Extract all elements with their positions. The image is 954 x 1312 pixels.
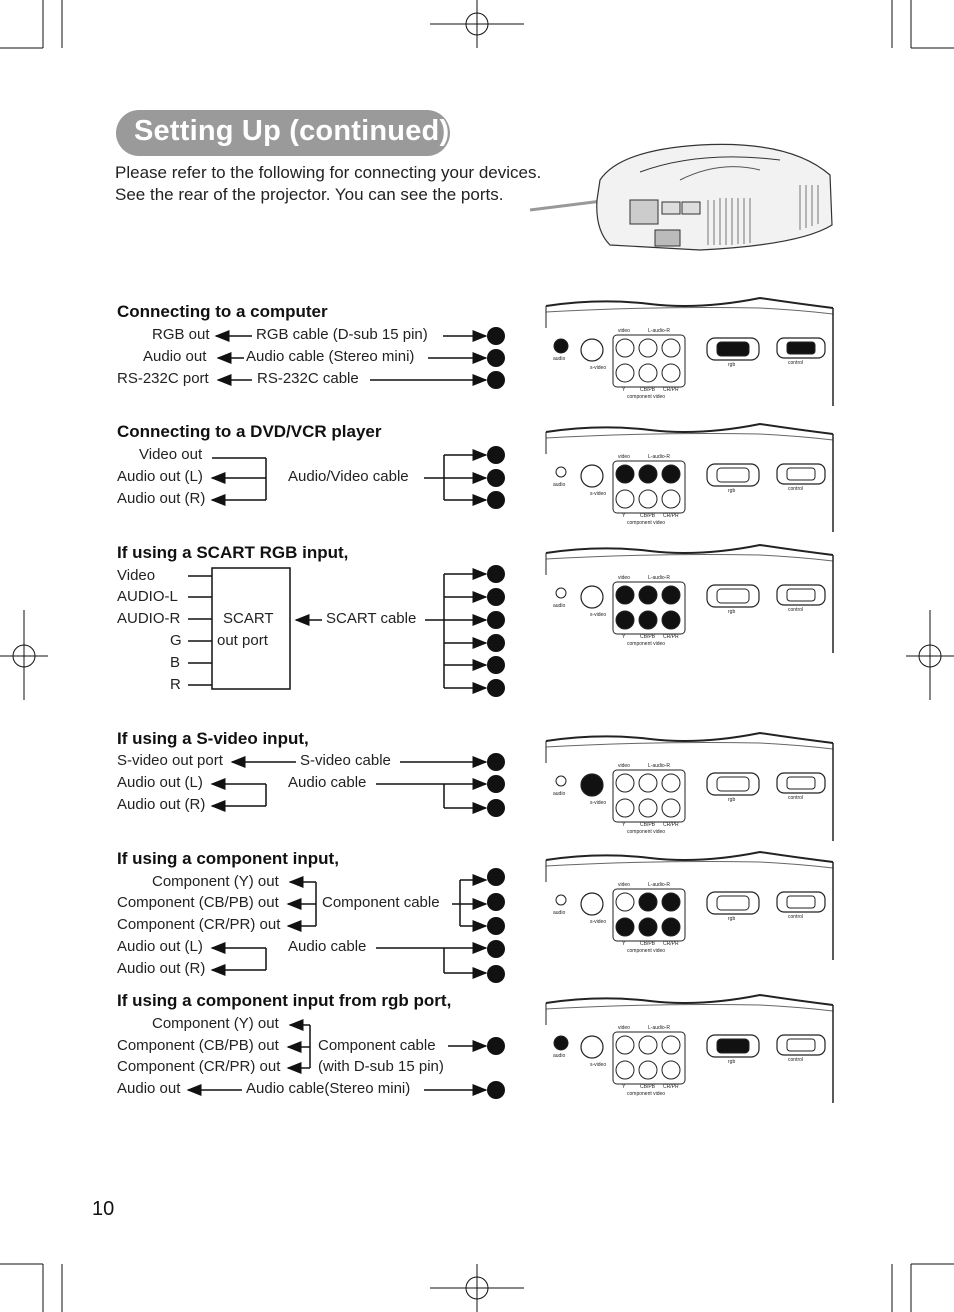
port-label: B bbox=[170, 654, 181, 671]
svg-text:control: control bbox=[788, 1057, 804, 1063]
cable-label: Audio cable bbox=[288, 938, 367, 955]
svg-text:component video: component video bbox=[627, 520, 666, 526]
svg-text:s-video: s-video bbox=[590, 365, 607, 371]
svg-text:control: control bbox=[788, 795, 804, 801]
port-label: Audio out (L) bbox=[117, 938, 203, 955]
svg-text:audio: audio bbox=[553, 482, 566, 488]
cable-label: Audio cable bbox=[288, 774, 367, 791]
svg-text:CB/PB: CB/PB bbox=[640, 634, 656, 640]
cable-label: Component cable bbox=[318, 1037, 436, 1054]
svg-text:L-audio-R: L-audio-R bbox=[648, 454, 670, 460]
svg-text:control: control bbox=[788, 486, 804, 492]
port-label: AUDIO-R bbox=[117, 610, 181, 627]
svg-text:component video: component video bbox=[627, 829, 666, 835]
scart-box-label: out port bbox=[217, 632, 268, 649]
svg-text:rgb: rgb bbox=[728, 916, 736, 922]
svg-text:video: video bbox=[618, 882, 630, 888]
port-label: Video out bbox=[139, 446, 203, 463]
svg-text:CR/PR: CR/PR bbox=[663, 387, 679, 393]
svg-text:CB/PB: CB/PB bbox=[640, 1084, 656, 1090]
svg-text:CR/PR: CR/PR bbox=[663, 1084, 679, 1090]
svg-text:control: control bbox=[788, 360, 804, 366]
svg-text:video: video bbox=[618, 763, 630, 769]
port-label: Component (CR/PR) out bbox=[117, 916, 281, 933]
section-heading-component: If using a component input, bbox=[117, 849, 339, 868]
section-heading-dvd: Connecting to a DVD/VCR player bbox=[117, 422, 382, 441]
svg-text:audio: audio bbox=[553, 356, 566, 362]
port-label: Audio out bbox=[143, 348, 207, 365]
port-label: S-video out port bbox=[117, 752, 223, 769]
svg-text:video: video bbox=[618, 328, 630, 334]
svg-text:CR/PR: CR/PR bbox=[663, 634, 679, 640]
port-label: Component (Y) out bbox=[152, 1015, 279, 1032]
svg-text:s-video: s-video bbox=[590, 800, 607, 806]
cable-label: RGB cable (D-sub 15 pin) bbox=[256, 326, 428, 343]
rear-panel bbox=[546, 545, 833, 653]
svg-text:Y: Y bbox=[622, 822, 626, 828]
port-label: R bbox=[170, 676, 181, 693]
svg-text:Y: Y bbox=[622, 387, 626, 393]
cable-label: Audio cable (Stereo mini) bbox=[246, 348, 415, 365]
port-label: Component (CB/PB) out bbox=[117, 1037, 279, 1054]
cable-label: Component cable bbox=[322, 894, 440, 911]
port-label: Audio out (L) bbox=[117, 468, 203, 485]
port-label: Audio out bbox=[117, 1080, 181, 1097]
page-number: 10 bbox=[92, 1198, 115, 1220]
section-heading-component-rgb: If using a component input from rgb port, bbox=[117, 991, 452, 1010]
svg-text:CB/PB: CB/PB bbox=[640, 513, 656, 519]
svg-text:video: video bbox=[618, 454, 630, 460]
svg-text:CR/PR: CR/PR bbox=[663, 941, 679, 947]
rear-panel bbox=[546, 424, 833, 532]
rear-panel bbox=[546, 995, 833, 1103]
intro-line-2: See the rear of the projector. You can see the ports. bbox=[115, 185, 504, 204]
rear-panel bbox=[546, 852, 833, 960]
svg-text:control: control bbox=[788, 607, 804, 613]
port-label: Component (CR/PR) out bbox=[117, 1058, 281, 1075]
svg-text:control: control bbox=[788, 914, 804, 920]
cable-label: SCART cable bbox=[326, 610, 417, 627]
svg-text:L-audio-R: L-audio-R bbox=[648, 1025, 670, 1031]
port-label: Audio out (R) bbox=[117, 490, 206, 507]
port-label: RS-232C port bbox=[117, 370, 209, 387]
svg-text:CB/PB: CB/PB bbox=[640, 941, 656, 947]
svg-text:Y: Y bbox=[622, 634, 626, 640]
svg-text:component video: component video bbox=[627, 948, 666, 954]
svg-text:rgb: rgb bbox=[728, 797, 736, 803]
svg-text:audio: audio bbox=[553, 603, 566, 609]
cable-label: RS-232C cable bbox=[257, 370, 359, 387]
svg-text:component video: component video bbox=[627, 394, 666, 400]
port-label: AUDIO-L bbox=[117, 588, 178, 605]
section-heading-svideo: If using a S-video input, bbox=[117, 729, 309, 748]
cable-label: (with D-sub 15 pin) bbox=[318, 1058, 444, 1075]
port-label: Audio out (R) bbox=[117, 960, 206, 977]
page-title: Setting Up (continued) bbox=[134, 115, 450, 147]
svg-text:L-audio-R: L-audio-R bbox=[648, 575, 670, 581]
svg-text:CR/PR: CR/PR bbox=[663, 822, 679, 828]
cable-label: Audio/Video cable bbox=[288, 468, 409, 485]
cable-label: Audio cable(Stereo mini) bbox=[246, 1080, 411, 1097]
svg-text:audio: audio bbox=[553, 1053, 566, 1059]
svg-text:Y: Y bbox=[622, 1084, 626, 1090]
cable-label: S-video cable bbox=[300, 752, 391, 769]
svg-text:s-video: s-video bbox=[590, 491, 607, 497]
svg-text:CB/PB: CB/PB bbox=[640, 822, 656, 828]
svg-text:rgb: rgb bbox=[728, 609, 736, 615]
svg-text:audio: audio bbox=[553, 791, 566, 797]
svg-text:video: video bbox=[618, 1025, 630, 1031]
svg-text:CR/PR: CR/PR bbox=[663, 513, 679, 519]
svg-text:rgb: rgb bbox=[728, 488, 736, 494]
port-label: Audio out (L) bbox=[117, 774, 203, 791]
svg-text:rgb: rgb bbox=[728, 362, 736, 368]
svg-text:Y: Y bbox=[622, 941, 626, 947]
svg-text:CB/PB: CB/PB bbox=[640, 387, 656, 393]
port-label: Audio out (R) bbox=[117, 796, 206, 813]
rear-panel bbox=[546, 298, 833, 406]
svg-text:L-audio-R: L-audio-R bbox=[648, 882, 670, 888]
svg-text:L-audio-R: L-audio-R bbox=[648, 328, 670, 334]
svg-text:s-video: s-video bbox=[590, 1062, 607, 1068]
port-label: Component (CB/PB) out bbox=[117, 894, 279, 911]
svg-text:L-audio-R: L-audio-R bbox=[648, 763, 670, 769]
svg-text:audio: audio bbox=[553, 910, 566, 916]
port-label: RGB out bbox=[152, 326, 210, 343]
svg-text:rgb: rgb bbox=[728, 1059, 736, 1065]
port-label: Video bbox=[117, 567, 156, 584]
svg-text:s-video: s-video bbox=[590, 612, 607, 618]
port-label: G bbox=[170, 632, 182, 649]
section-heading-computer: Connecting to a computer bbox=[117, 302, 328, 321]
svg-text:s-video: s-video bbox=[590, 919, 607, 925]
intro-line-1: Please refer to the following for connecting your devices. bbox=[115, 163, 542, 182]
rear-panel bbox=[546, 733, 833, 841]
svg-text:component video: component video bbox=[627, 641, 666, 647]
svg-text:video: video bbox=[618, 575, 630, 581]
svg-text:component video: component video bbox=[627, 1091, 666, 1097]
port-label: Component (Y) out bbox=[152, 873, 279, 890]
svg-text:Y: Y bbox=[622, 513, 626, 519]
scart-box-label: SCART bbox=[223, 610, 274, 627]
section-heading-scart: If using a SCART RGB input, bbox=[117, 543, 349, 562]
